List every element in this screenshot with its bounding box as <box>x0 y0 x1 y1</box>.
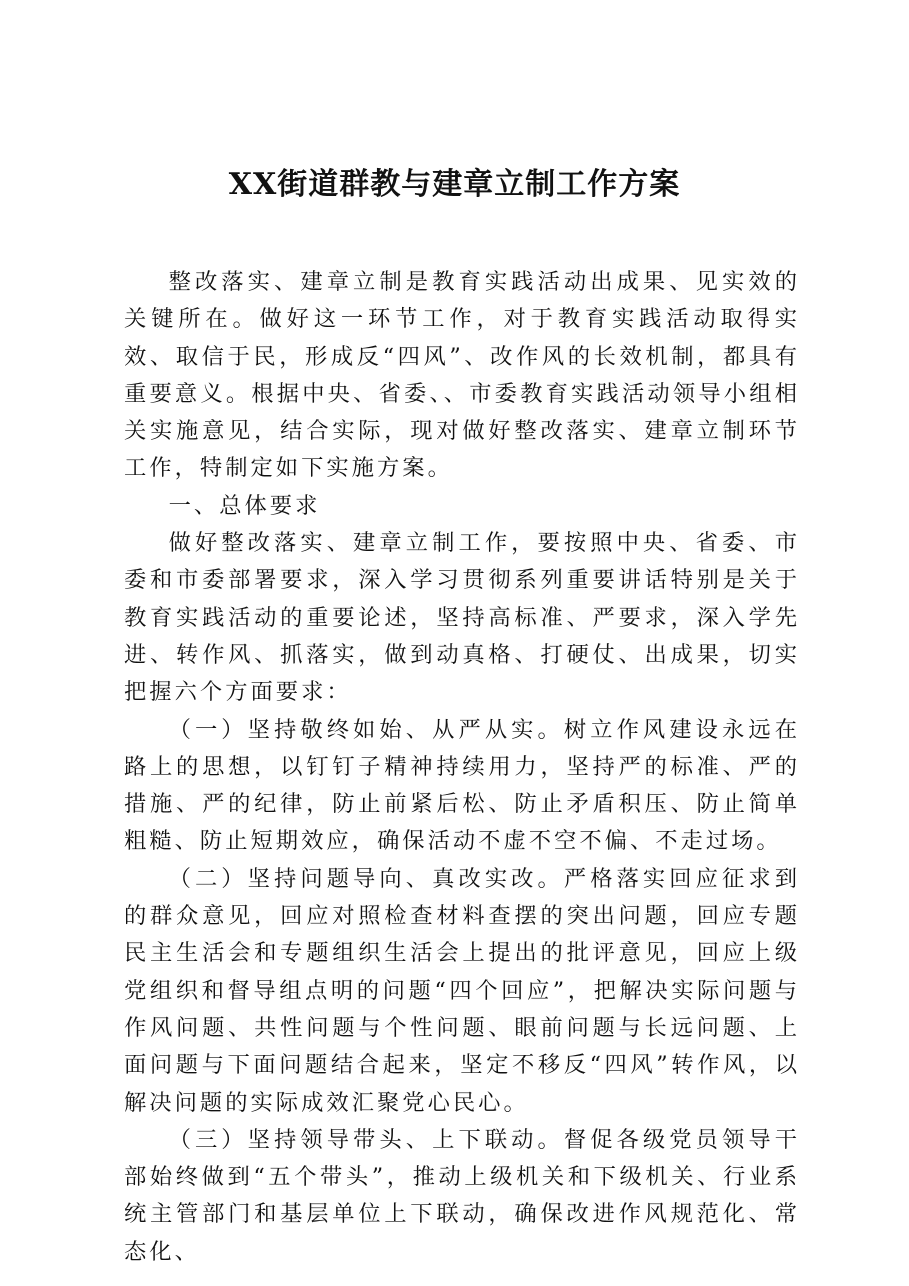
paragraph-general-requirements: 做好整改落实、建章立制工作，要按照中央、省委、市委和市委部署要求，深入学习贯彻系列重要讲话特别是关于教育实践活动的重要论述，坚持高标准、严要求，深入学先进、转作风、抓落实，做到动真格、打硬仗、出成果，切实把握六个方面要求： <box>124 530 800 706</box>
document-title: XX街道群教与建章立制工作方案 <box>228 167 681 202</box>
paragraph-requirement-3: （三）坚持领导带头、上下联动。督促各级党员领导干部始终做到“五个带头”，推动上级机关和下级机关、行业系统主管部门和基层单位上下联动，确保改进作风规范化、常态化、 <box>124 1126 800 1265</box>
paragraph-requirement-2: （二）坚持问题导向、真改实改。严格落实回应征求到的群众意见，回应对照检查材料查摆的突出问题，回应专题民主生活会和专题组织生活会上提出的批评意见，回应上级党组织和督导组点明的问题“四个回应”，把解决实际问题与作风问题、共性问题与个性问题、眼前问题与长远问题、上面问题与下面问题结合起来，坚定不移反“四风”转作风，以解决问题的实际成效汇聚党心民心。 <box>124 865 800 1116</box>
section-heading-general-requirements: 一、总体要求 <box>168 492 321 519</box>
paragraph-requirement-1: （一）坚持敬终如始、从严从实。树立作风建设永远在路上的思想，以钉钉子精神持续用力，坚持严的标准、严的措施、严的纪律，防止前紧后松、防止矛盾积压、防止简单粗糙、防止短期效应，确保活动不虚不空不偏、不走过场。 <box>124 716 800 855</box>
paragraph-intro: 整改落实、建章立制是教育实践活动出成果、见实效的关键所在。做好这一环节工作，对于教育实践活动取得实效、取信于民，形成反“四风”、改作风的长效机制，都具有重要意义。根据中央、省委、、市委教育实践活动领导小组相关实施意见，结合实际，现对做好整改落实、建章立制环节工作，特制定如下实施方案。 <box>124 269 800 482</box>
document-body <box>124 264 800 1271</box>
